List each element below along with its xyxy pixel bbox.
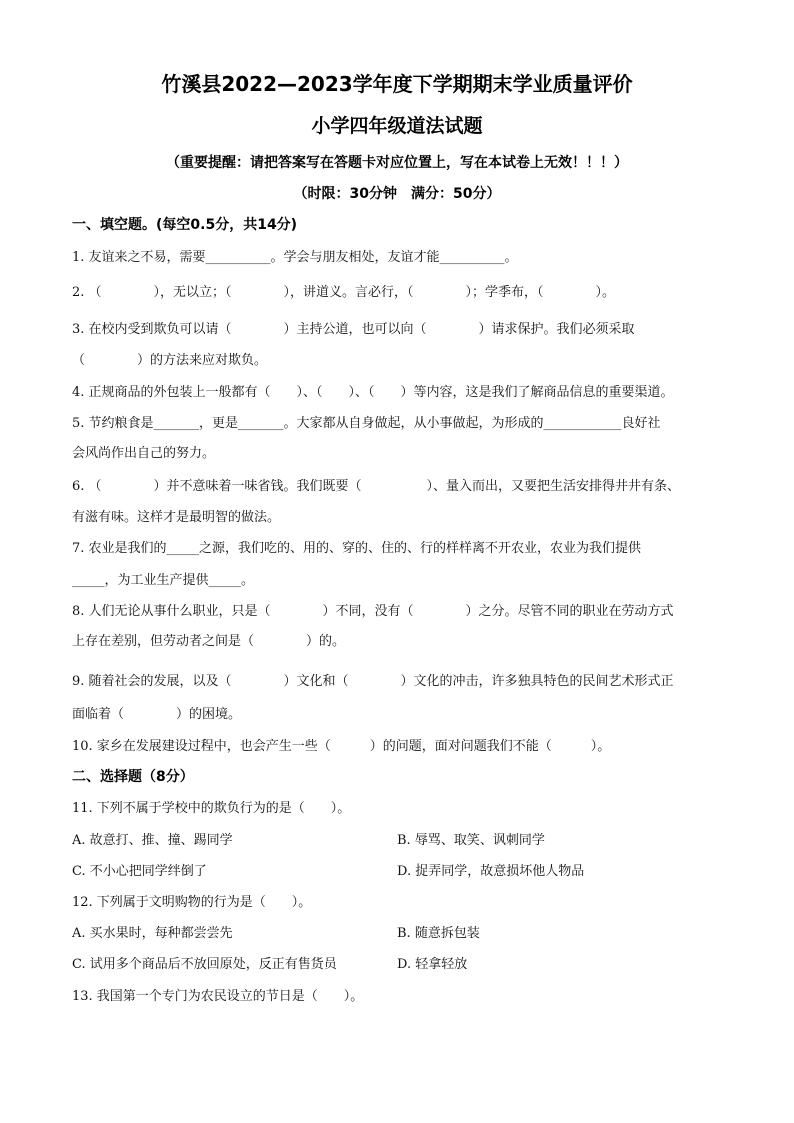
question-3-line-1: 3. 在校内受到欺负可以请（ ）主持公道，也可以向（ ）请求保护。我们必须采取	[72, 322, 635, 337]
question-1: 1. 友谊来之不易，需要__________。学会与朋友相处，友谊才能__________。	[72, 250, 518, 265]
exam-title: 竹溪县2022—2023学年度下学期期末学业质量评价	[161, 72, 633, 96]
question-11-option-b: B. 辱骂、取笑、讽刺同学	[397, 833, 545, 848]
question-7-line-2: _____，为工业生产提供_____。	[72, 573, 255, 588]
question-6-line-1: 6. （ ）并不意味着一味省钱。我们既要（ ）、量入而出，又要把生活安排得井井有条、	[72, 479, 681, 494]
question-9-line-2: 面临着（ ）的困境。	[72, 707, 242, 722]
question-2: 2. （ ），无以立；（ ），讲道义。言必行，（ ）；学季布，（ ）。	[72, 285, 616, 300]
question-6-line-2: 有滋有味。这样才是最明智的做法。	[72, 510, 281, 525]
question-11-option-a: A. 故意打、推、撞、踢同学	[72, 833, 233, 848]
question-12-option-b: B. 随意拆包装	[397, 926, 480, 941]
question-12-option-a: A. 买水果时，每种都尝尝先	[72, 926, 233, 941]
question-12-stem: 12. 下列属于文明购物的行为是（ ）。	[72, 895, 312, 910]
question-12-option-c: C. 试用多个商品后不放回原处，反正有售货员	[72, 957, 337, 972]
question-7-line-1: 7. 农业是我们的_____之源，我们吃的、用的、穿的、住的、行的样样离不开农业，农业为我们提供	[72, 541, 642, 556]
question-12-option-d: D. 轻拿轻放	[397, 957, 468, 972]
question-3-line-2: （ ）的方法来应对欺负。	[72, 353, 268, 368]
section-2-heading: 二、选择题（8分）	[72, 769, 194, 785]
question-9-line-1: 9. 随着社会的发展，以及（ ）文化和（ ）文化的冲击，许多独具特色的民间艺术形式正	[72, 674, 674, 689]
question-11-option-c: C. 不小心把同学绊倒了	[72, 864, 207, 879]
question-13-stem: 13. 我国第一个专门为农民设立的节日是（ ）。	[72, 989, 364, 1004]
question-4: 4. 正规商品的外包装上一般都有（ ）、（ ）、（ ）等内容，这是我们了解商品信息的重要渠道。	[72, 385, 674, 400]
question-11-option-d: D. 捉弄同学，故意损坏他人物品	[397, 864, 585, 879]
question-8-line-2: 上存在差别，但劳动者之间是（ ）的。	[72, 634, 346, 649]
time-limit: （时限：30分钟 满分：50分）	[293, 186, 501, 202]
question-5-line-1: 5. 节约粮食是_______，更是_______。大家都从自身做起，从小事做起，为形成的____________良好社	[72, 416, 661, 431]
exam-subtitle: 小学四年级道法试题	[311, 115, 483, 137]
section-1-heading: 一、填空题。(每空0.5分，共14分)	[72, 217, 298, 233]
important-notice: （重要提醒：请把答案写在答题卡对应位置上，写在本试卷上无效！！！）	[166, 155, 628, 171]
question-10: 10. 家乡在发展建设过程中，也会产生一些（ ）的问题，面对问题我们不能（ ）。	[72, 739, 611, 754]
question-11-stem: 11. 下列不属于学校中的欺负行为的是（ ）。	[72, 801, 351, 816]
question-5-line-2: 会风尚作出自己的努力。	[72, 446, 216, 461]
question-8-line-1: 8. 人们无论从事什么职业，只是（ ）不同，没有（ ）之分。尽管不同的职业在劳动方式	[72, 604, 674, 619]
